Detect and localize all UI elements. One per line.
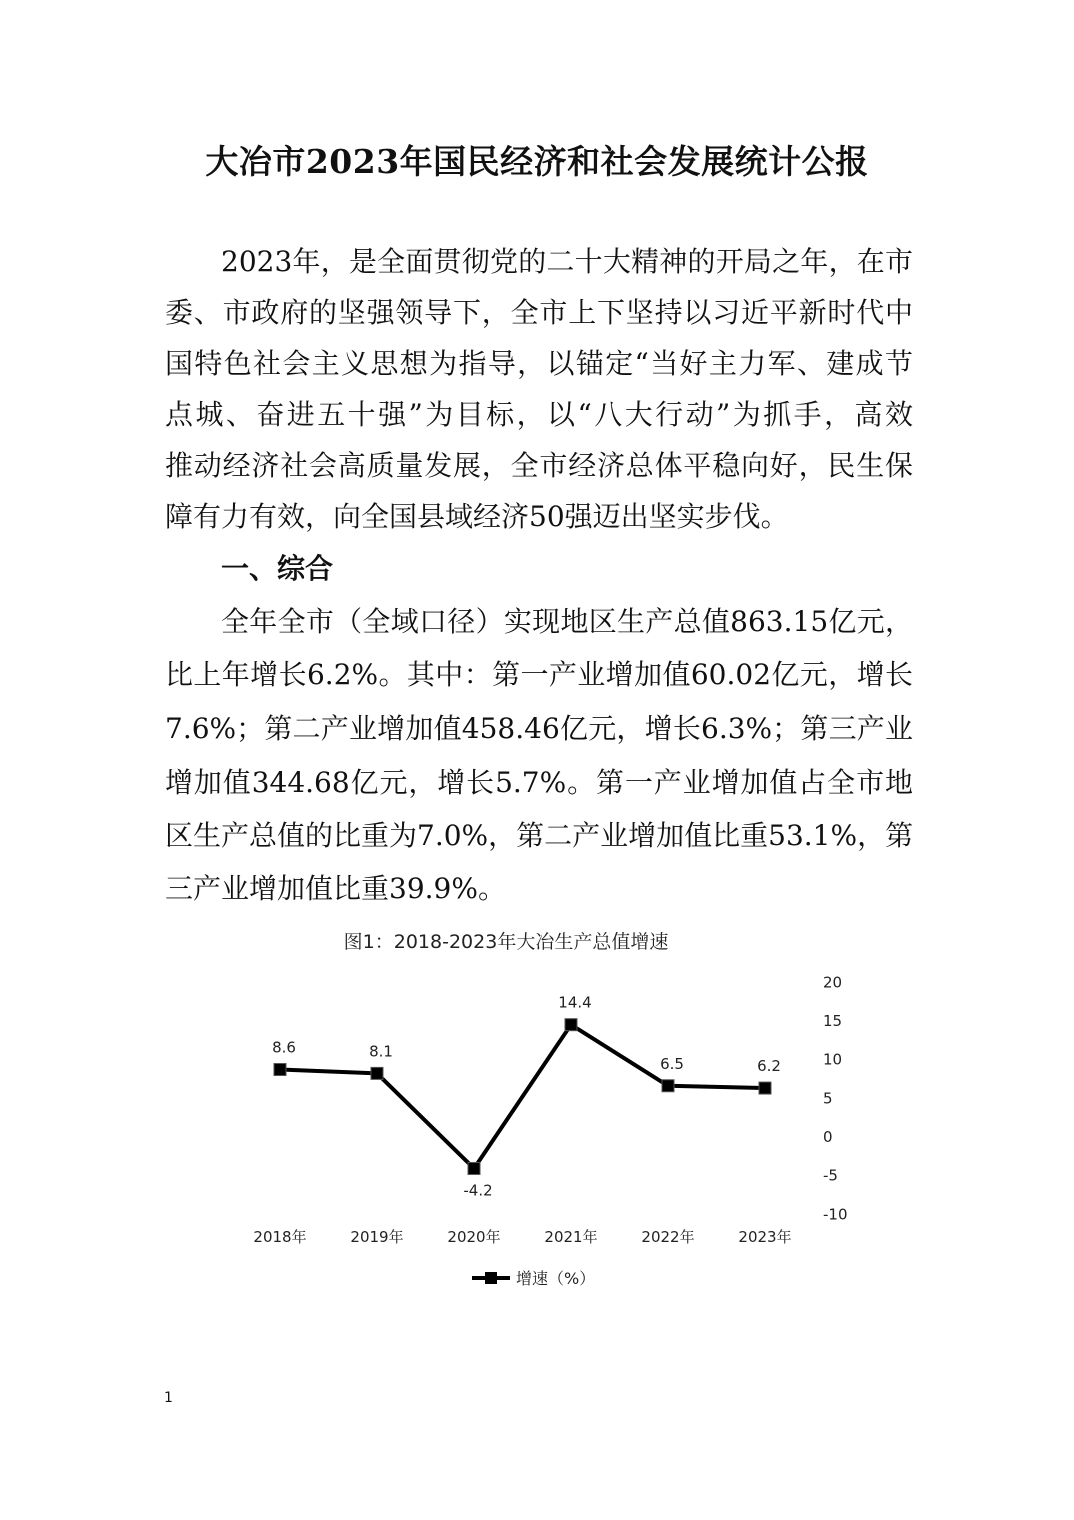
- x-tick-label: 2019年: [350, 1228, 404, 1246]
- data-point: [274, 1064, 286, 1076]
- series-line: [280, 1025, 765, 1169]
- y-tick-label: 10: [823, 1050, 843, 1069]
- text-line: 三产业增加值比重39.9%。: [165, 872, 506, 905]
- text-line: 点城、奋进五十强”为目标，以“八大行动”为抓手，高效: [165, 398, 913, 431]
- section-heading: 一、综合: [221, 552, 334, 585]
- text-line: 2023年，是全面贯彻党的二十大精神的开局之年，在市: [221, 245, 913, 278]
- data-point: [468, 1162, 480, 1174]
- page-number: 1: [164, 1390, 173, 1406]
- data-point: [371, 1067, 383, 1079]
- data-label: 8.6: [272, 1038, 296, 1057]
- text-line: 障有力有效，向全国县域经济50强迈出坚实步伐。: [165, 500, 789, 533]
- data-point: [565, 1019, 577, 1031]
- data-label: 8.1: [369, 1042, 393, 1061]
- text-line: 比上年增长6.2%。其中：第一产业增加值60.02亿元，增长: [165, 658, 913, 691]
- text-line: 区生产总值的比重为7.0%，第二产业增加值比重53.1%，第: [165, 819, 914, 852]
- data-point: [662, 1080, 674, 1092]
- y-tick-label: 15: [823, 1012, 843, 1031]
- legend-label: 增速（%）: [516, 1269, 596, 1288]
- y-tick-label: 0: [823, 1128, 833, 1146]
- y-tick-label: -5: [823, 1166, 838, 1185]
- data-label: -4.2: [463, 1181, 493, 1200]
- x-tick-label: 2020年: [447, 1228, 501, 1246]
- x-tick-label: 2021年: [544, 1228, 598, 1246]
- chart-title: 图1：2018-2023年大冶生产总值增速: [343, 931, 669, 953]
- legend-marker-icon: [485, 1272, 497, 1284]
- text-line: 增加值344.68亿元，增长5.7%。第一产业增加值占全市地: [165, 766, 913, 799]
- data-label: 14.4: [558, 993, 592, 1012]
- y-tick-label: -10: [823, 1205, 848, 1224]
- text-line: 委、市政府的坚强领导下，全市上下坚持以习近平新时代中: [165, 296, 913, 329]
- x-tick-label: 2018年: [253, 1228, 307, 1246]
- text-line: 推动经济社会高质量发展，全市经济总体平稳向好，民生保: [165, 449, 913, 482]
- data-label: 6.5: [660, 1054, 684, 1073]
- text-line: 国特色社会主义思想为指导，以锚定“当好主力军、建成节: [165, 347, 913, 380]
- legend: [472, 1269, 595, 1288]
- data-point: [759, 1082, 771, 1094]
- data-label: 6.2: [757, 1057, 781, 1076]
- document-title: 大冶市2023年国民经济和社会发展统计公报: [205, 142, 869, 181]
- x-tick-label: 2023年: [738, 1228, 792, 1246]
- y-tick-label: 5: [823, 1089, 833, 1108]
- x-tick-label: 2022年: [641, 1228, 695, 1246]
- y-tick-label: 20: [823, 973, 843, 992]
- text-line: 7.6%；第二产业增加值458.46亿元，增长6.3%；第三产业: [165, 712, 913, 745]
- text-line: 全年全市（全域口径）实现地区生产总值863.15亿元，: [221, 605, 913, 638]
